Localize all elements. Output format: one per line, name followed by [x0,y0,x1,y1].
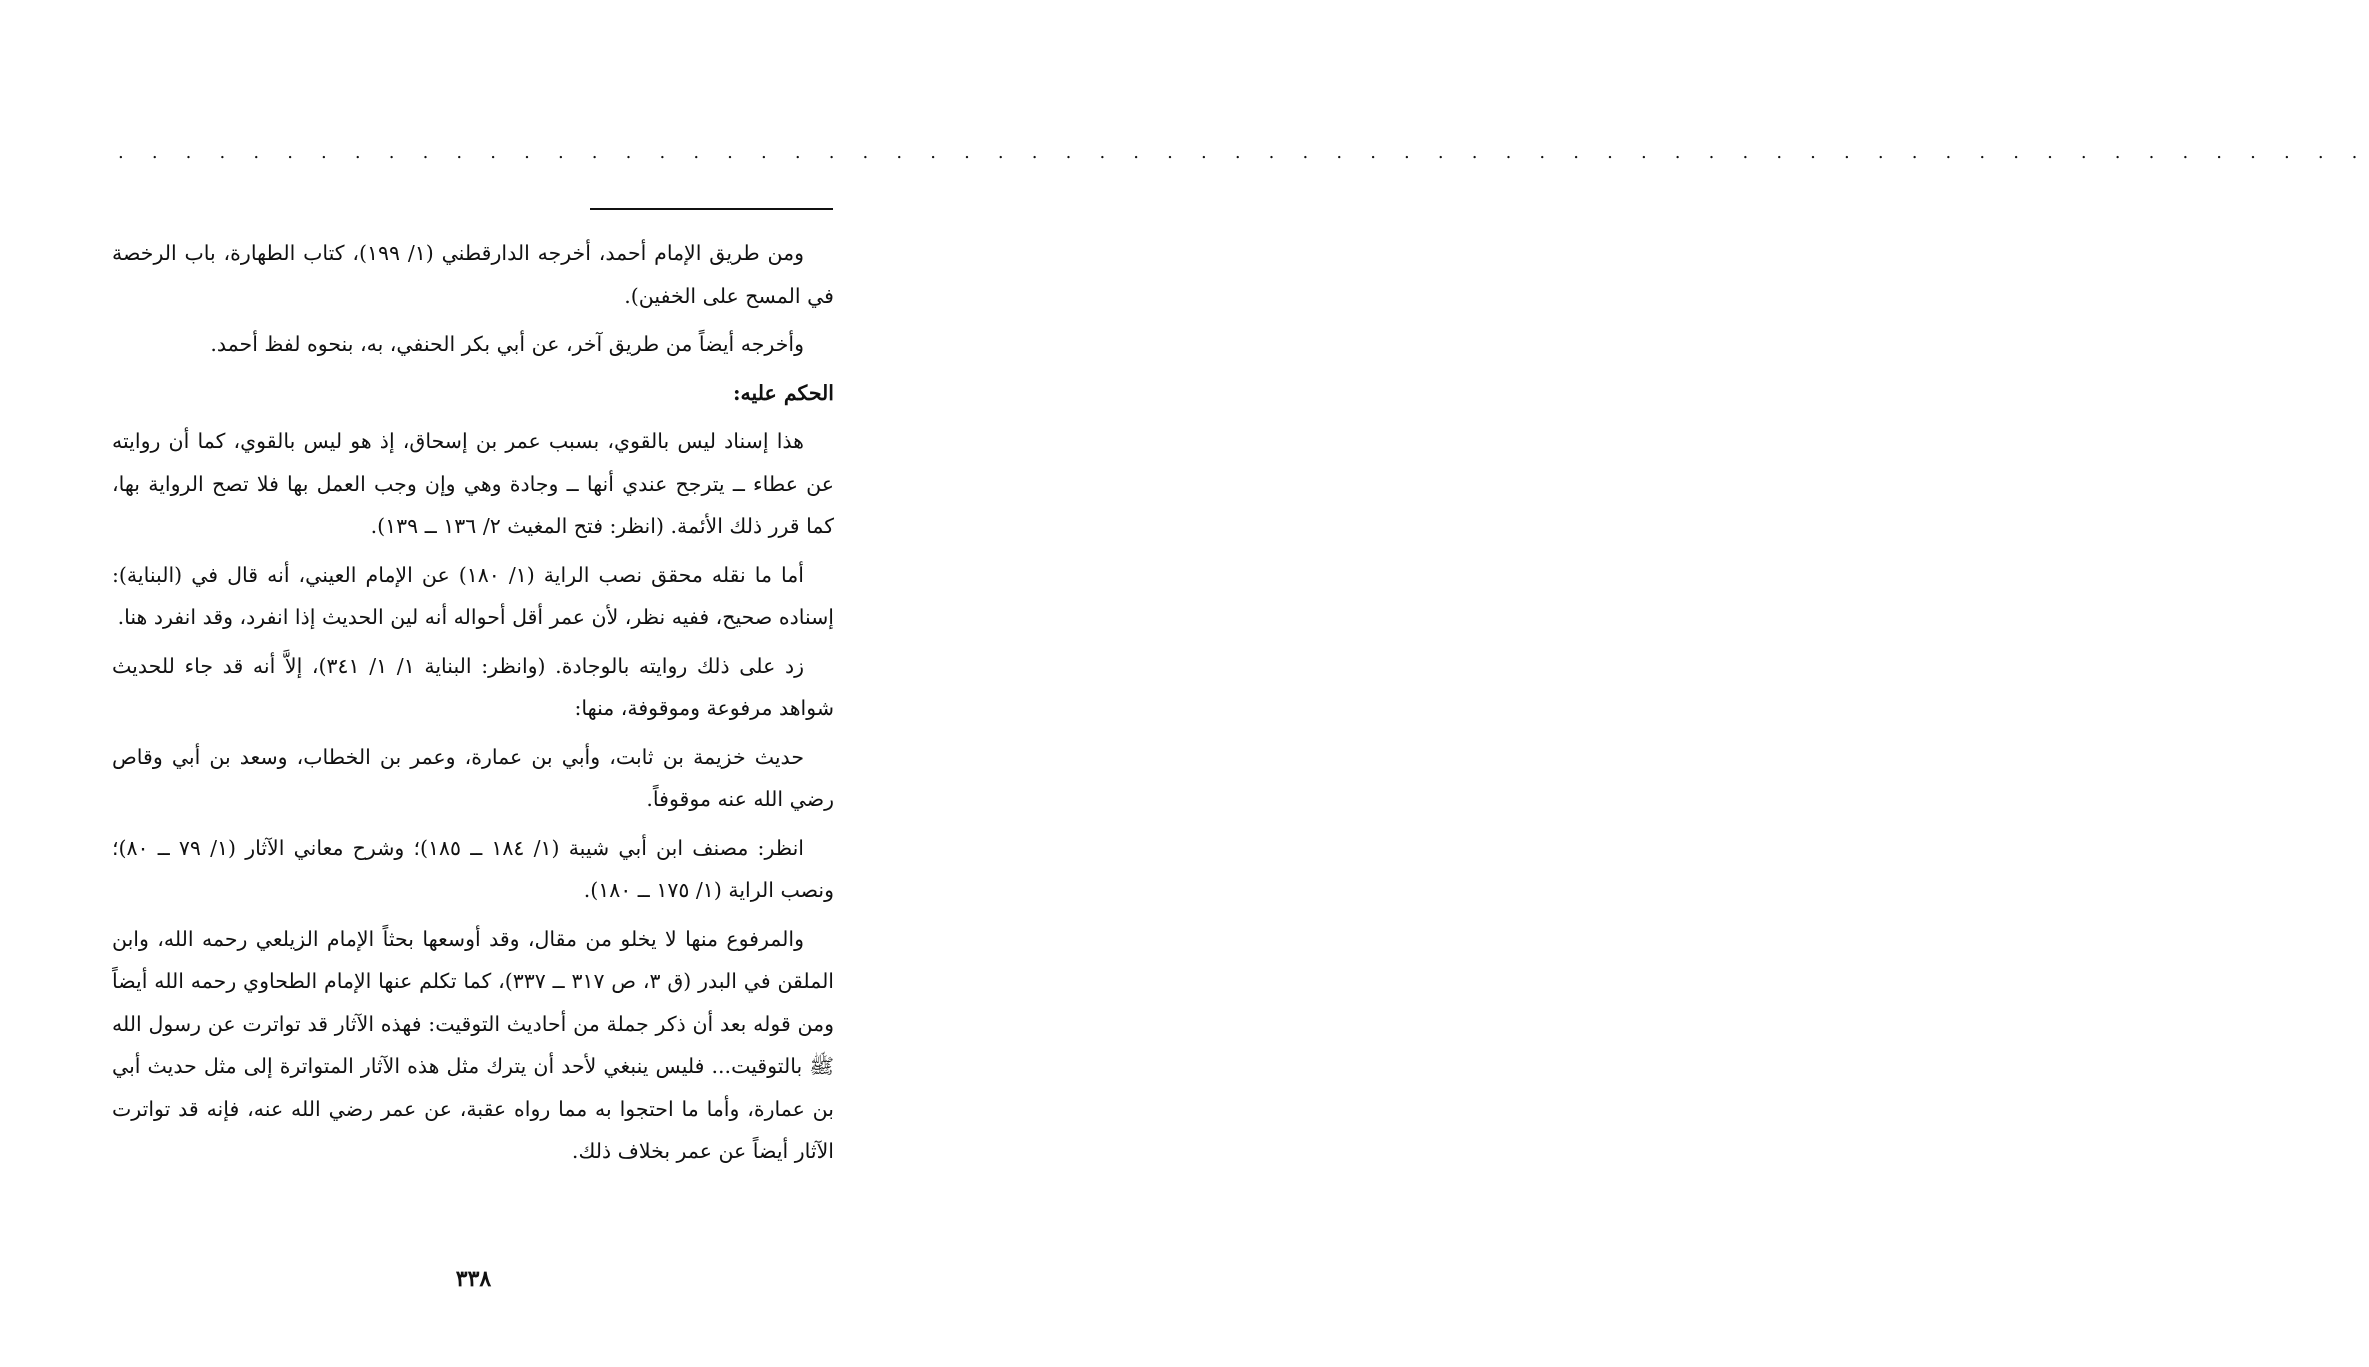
paragraph-6: حديث خزيمة بن ثابت، وأبي بن عمارة، وعمر بن الخطاب، وسعد بن أبي وقاص رضي الله عنه موقوفاً. [112,744,834,811]
footnote-rule [590,208,833,210]
page-number: ٣٣٨ [455,1266,492,1292]
main-text [112,232,834,1179]
paragraph-2: وأخرجه أيضاً من طريق آخر، عن أبي بكر الحنفي، به، بنحوه لفظ أحمد. [210,332,804,356]
paragraph-3: هذا إسناد ليس بالقوي، بسبب عمر بن إسحاق، إذ هو ليس بالقوي، كما أن روايته عن عطاء ــ يترجح عندي أنها ــ وجادة وهي وإن وجب العمل بها فلا تصح الرواية بها، كما قرر ذلك الأئمة. (انظر: فتح المغيث ٢/ ١٣٦ ــ ١٣٩). [112,429,834,538]
section-heading: الحكم عليه: [732,380,834,405]
paragraph-7: انظر: مصنف ابن أبي شيبة (١/ ١٨٤ ــ ١٨٥)؛ وشرح معاني الآثار (١/ ٧٩ ــ ٨٠)؛ ونصب الراية (١/ ١٧٥ ــ ١٨٠). [112,835,834,902]
paragraph-1: ومن طريق الإمام أحمد، أخرجه الدارقطني (١/ ١٩٩)، كتاب الطهارة، باب الرخصة في المسح على الخفين). [112,241,834,308]
paragraph-4: أما ما نقله محقق نصب الراية (١/ ١٨٠) عن الإمام العيني، أنه قال في (البناية): إسناده صحيح، ففيه نظر، لأن عمر أقل أحواله أنه لين الحديث إذا انفرد، وقد انفرد هنا. [112,562,834,629]
paragraph-5: زد على ذلك روايته بالوجادة. (وانظر: البناية ١/ ١/ ٣٤١)، إلاَّ أنه قد جاء للحديث شواهد مرفوعة وموقوفة، منها: [112,653,834,720]
dotted-separator: . . . . . . . . . . . . . . . . . . . . . . . . . . . . . . . . . . . . . . . . . . . . . . . . . . . . . . . . . . . . . . . . . . . [118,142,2369,163]
paragraph-8: والمرفوع منها لا يخلو من مقال، وقد أوسعها بحثاً الإمام الزيلعي رحمه الله، وابن الملقن في البدر (ق ٣، ص ٣١٧ ــ ٣٣٧)، كما تكلم عنها الإمام الطحاوي رحمه الله أيضاً ومن قوله بعد أن ذكر جملة من أحاديث التوقيت: فهذه الآثار قد تواترت عن رسول الله ﷺ بالتوقيت... فليس ينبغي لأحد أن يترك مثل هذه الآثار المتواترة إلى مثل حديث أبي بن عمارة، وأما ما احتجوا به مما رواه عقبة، عن عمر رضي الله عنه، فإنه قد تواترت الآثار أيضاً عن عمر بخلاف ذلك. [112,926,835,1163]
